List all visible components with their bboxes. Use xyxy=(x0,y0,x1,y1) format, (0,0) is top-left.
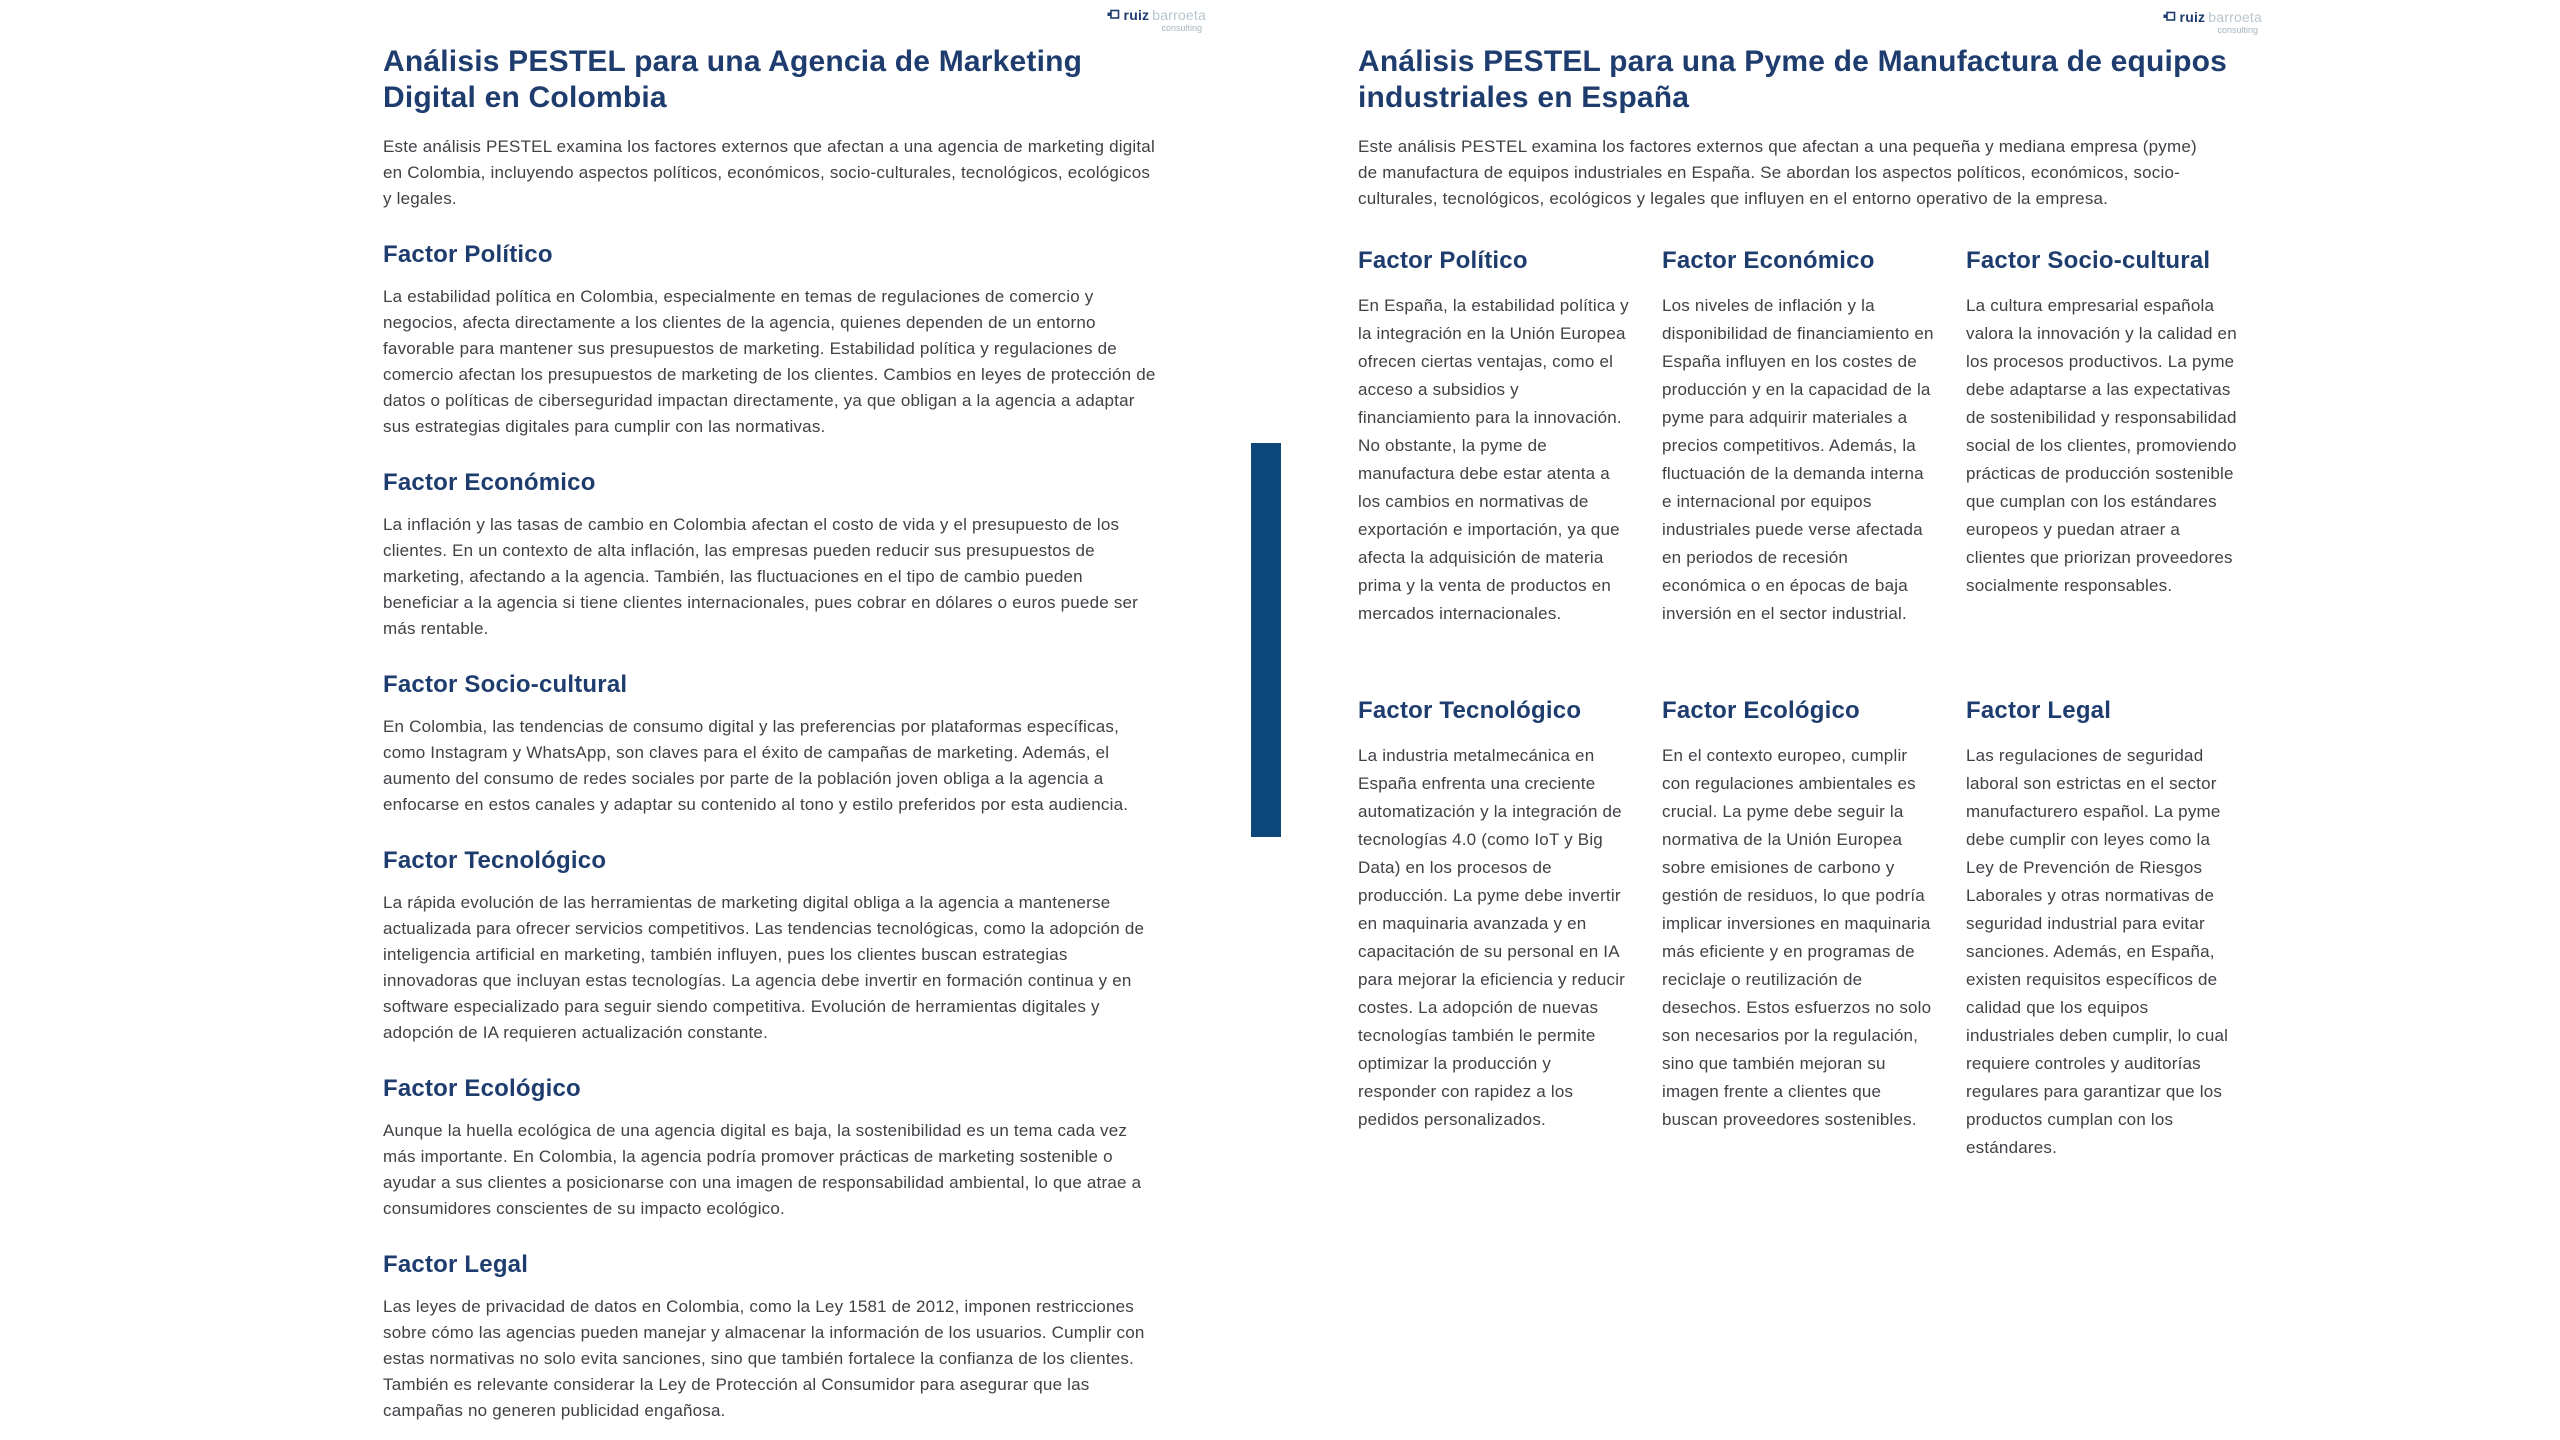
page-title: Análisis PESTEL para una Agencia de Marketing Digital en Colombia xyxy=(383,45,1083,114)
section-heading: Factor Económico xyxy=(383,469,596,496)
brand-name-primary: ruiz xyxy=(2179,9,2206,25)
section-heading: Factor Ecológico xyxy=(383,1075,581,1102)
factor-grid xyxy=(1358,248,2238,1162)
brand-logo xyxy=(2150,10,2262,35)
brand-name-primary: ruiz xyxy=(1123,7,1150,23)
page-intro: Este análisis PESTEL examina los factores externos que afectan a una agencia de marketing digital en Colombia, incluyendo aspectos políticos, económicos, socio-culturales, tecnológicos, ecológicos y legales. xyxy=(383,137,1155,208)
factor-paragraph: En el contexto europeo, cumplir con regulaciones ambientales es crucial. La pyme debe seguir la normativa de la Unión Europea sobre emisiones de carbono y gestión de residuos, lo que podría implicar inversiones en maquinaria más eficiente y en programas de reciclaje o reutilización de desechos. Estos esfuerzos no solo son necesarios por la regulación, sino que también mejoran su imagen frente a clientes que buscan proveedores sostenibles. xyxy=(1662,746,1932,1129)
factor-paragraph: En España, la estabilidad política y la integración en la Unión Europea ofrecen ciertas ventajas, como el acceso a subsidios y financiamiento para la innovación. No obstante, la pyme de manufactura debe estar atenta a los cambios en normativas de exportación e importación, ya que afecta la adquisición de materia prima y la venta de productos en mercados internacionales. xyxy=(1358,296,1629,623)
section-heading: Factor Socio-cultural xyxy=(383,671,628,698)
page-intro: Este análisis PESTEL examina los factores externos que afectan a una pequeña y mediana empresa (pyme) de manufactura de equipos industriales en España. Se abordan los aspectos políticos, económicos, socio-culturales, tecnológicos, ecológicos y legales que influyen en el entorno operativo de la empresa. xyxy=(1358,137,2197,208)
factor-cell-socio-cultural xyxy=(1966,248,2238,628)
brand-cube-icon xyxy=(1107,8,1120,23)
brand-tagline: consulting xyxy=(2217,25,2258,35)
brand-name-secondary: barroeta xyxy=(2208,9,2262,25)
factor-heading: Factor Socio-cultural xyxy=(1966,247,2211,274)
factor-cell-tecnologico xyxy=(1358,698,1630,1162)
section-heading: Factor Tecnológico xyxy=(383,847,607,874)
factor-paragraph: La cultura empresarial española valora la innovación y la calidad en los procesos productivos. La pyme debe adaptarse a las expectativas de sostenibilidad y responsabilidad social de los clientes, promoviendo prácticas de producción sostenible que cumplan con los estándares europeos y puedan atraer a clientes que priorizan proveedores socialmente responsables. xyxy=(1966,296,2237,595)
factor-cell-politico xyxy=(1358,248,1630,628)
factor-heading: Factor Ecológico xyxy=(1662,697,1860,724)
factor-paragraph: Las regulaciones de seguridad laboral son estrictas en el sector manufacturero español. La pyme debe cumplir con leyes como la Ley de Prevención de Riesgos Laborales y otras normativas de seguridad industrial para evitar sanciones. Además, en España, existen requisitos específicos de calidad que los equipos industriales deben cumplir, lo cual requiere controles y auditorías regulares para garantizar que los productos cumplan con los estándares. xyxy=(1966,746,2229,1157)
section-paragraph: La rápida evolución de las herramientas de marketing digital obliga a la agencia a mantenerse actualizada para ofrecer servicios competitivos. Las tendencias tecnológicas, como la adopción de inteligencia artificial en marketing, también influyen, pues los clientes buscan estrategias innovadoras que incluyan estas tecnologías. La agencia debe invertir en formación continua y en software especializado para seguir siendo competitiva. Evolución de herramientas digitales y adopción de IA requieren actualización constante. xyxy=(383,893,1145,1042)
section-factor-tecnologico xyxy=(383,848,1161,1046)
factor-heading: Factor Legal xyxy=(1966,697,2112,724)
page-right xyxy=(1358,44,2238,1162)
brand-cube-icon xyxy=(2163,10,2176,25)
section-heading: Factor Político xyxy=(383,241,553,268)
brand-tagline: consulting xyxy=(1161,23,1202,33)
brand-name-secondary: barroeta xyxy=(1152,7,1206,23)
factor-heading: Factor Político xyxy=(1358,247,1528,274)
section-factor-ecologico xyxy=(383,1076,1161,1222)
section-factor-economico xyxy=(383,470,1161,642)
factor-heading: Factor Tecnológico xyxy=(1358,697,1582,724)
factor-cell-ecologico xyxy=(1662,698,1934,1162)
section-factor-socio-cultural xyxy=(383,672,1161,818)
section-heading: Factor Legal xyxy=(383,1251,529,1278)
section-factor-legal xyxy=(383,1252,1161,1424)
page-left xyxy=(383,44,1161,1424)
section-paragraph: Aunque la huella ecológica de una agencia digital es baja, la sostenibilidad es un tema cada vez más importante. En Colombia, la agencia podría promover prácticas de marketing sostenible o ayudar a sus clientes a posicionarse con una imagen de responsabilidad ambiental, lo que atrae a consumidores conscientes de su impacto ecológico. xyxy=(383,1121,1142,1218)
page-title: Análisis PESTEL para una Pyme de Manufactura de equipos industriales en España xyxy=(1358,45,2228,114)
section-paragraph: La inflación y las tasas de cambio en Colombia afectan el costo de vida y el presupuesto de los clientes. En un contexto de alta inflación, las empresas pueden reducir sus presupuestos de marketing, afectando a la agencia. También, las fluctuaciones en el tipo de cambio pueden beneficiar a la agencia si tiene clientes internacionales, pues cobrar en dólares o euros puede ser más rentable. xyxy=(383,515,1139,638)
factor-heading: Factor Económico xyxy=(1662,247,1875,274)
section-factor-politico xyxy=(383,242,1161,440)
brand-logo xyxy=(1094,8,1206,33)
section-paragraph: La estabilidad política en Colombia, especialmente en temas de regulaciones de comercio y negocios, afecta directamente a los clientes de la agencia, quienes dependen de un entorno favorable para mantener sus presupuestos de marketing. Estabilidad política y regulaciones de comercio afectan los presupuestos de marketing de los clientes. Cambios en leyes de protección de datos o políticas de ciberseguridad impactan directamente, ya que obligan a la agencia a adaptar sus estrategias digitales para cumplir con las normativas. xyxy=(383,287,1156,436)
factor-paragraph: La industria metalmecánica en España enfrenta una creciente automatización y la integración de tecnologías 4.0 (como IoT y Big Data) en los procesos de producción. La pyme debe invertir en maquinaria avanzada y en capacitación de su personal en IA para mejorar la eficiencia y reducir costes. La adopción de nuevas tecnologías también le permite optimizar la producción y responder con rapidez a los pedidos personalizados. xyxy=(1358,746,1626,1129)
factor-cell-legal xyxy=(1966,698,2238,1162)
section-paragraph: Las leyes de privacidad de datos en Colombia, como la Ley 1581 de 2012, imponen restricciones sobre cómo las agencias pueden manejar y almacenar la información de los usuarios. Cumplir con estas normativas no solo evita sanciones, sino que también fortalece la confianza de los clientes. También es relevante considerar la Ley de Protección al Consumidor para asegurar que las campañas no generen publicidad engañosa. xyxy=(383,1297,1145,1420)
factor-paragraph: Los niveles de inflación y la disponibilidad de financiamiento en España influyen en los costes de producción y en la capacidad de la pyme para adquirir materiales a precios competitivos. Además, la fluctuación de la demanda interna e internacional por equipos industriales puede verse afectada en periodos de recesión económica o en épocas de baja inversión en el sector industrial. xyxy=(1662,296,1934,623)
section-paragraph: En Colombia, las tendencias de consumo digital y las preferencias por plataformas específicas, como Instagram y WhatsApp, son claves para el éxito de campañas de marketing. Además, el aumento del consumo de redes sociales por parte de la población joven obliga a la agencia a enfocarse en estos canales y adaptar su contenido al tono y estilo preferidos por esta audiencia. xyxy=(383,717,1129,814)
scrollbar-thumb[interactable] xyxy=(1251,443,1281,837)
factor-cell-economico xyxy=(1662,248,1934,628)
